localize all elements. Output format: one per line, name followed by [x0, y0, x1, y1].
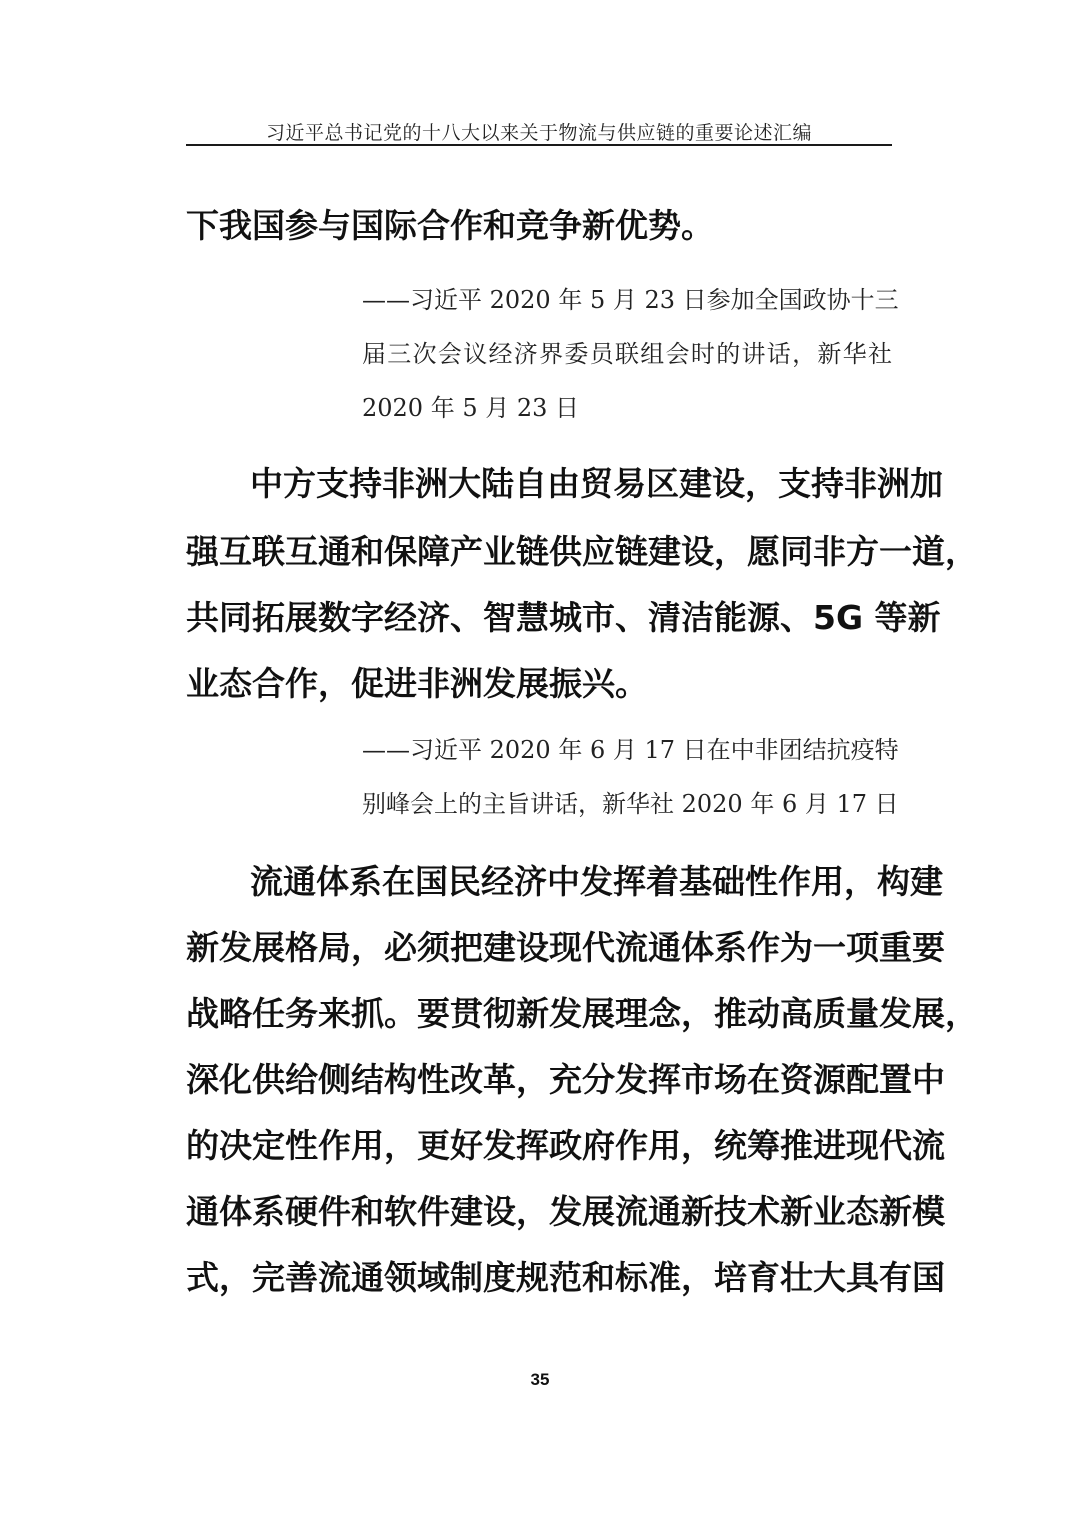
citation1-line-1: ——习近平 2020 年 5 月 23 日参加全国政协十三 — [362, 286, 899, 314]
quote3-line-6: 通体系硬件和软件建设，发展流通新技术新业态新模 — [186, 1192, 945, 1231]
citation2-line-1: ——习近平 2020 年 6 月 17 日在中非团结抗疫特 — [362, 736, 899, 764]
quote3-line-7: 式，完善流通领域制度规范和标准，培育壮大具有国 — [186, 1258, 945, 1297]
quote3-line-1: 流通体系在国民经济中发挥着基础性作用，构建 — [250, 862, 943, 901]
quote2-line-3: 共同拓展数字经济、智慧城市、清洁能源、5G 等新 — [186, 598, 941, 637]
citation1-line-2: 届三次会议经济界委员联组会时的讲话，新华社 — [362, 340, 892, 368]
quote3-line-2: 新发展格局，必须把建设现代流通体系作为一项重要 — [186, 928, 945, 967]
page-number: 35 — [530, 1370, 550, 1389]
quote3-line-3: 战略任务来抓。要贯彻新发展理念，推动高质量发展， — [186, 994, 978, 1033]
quote2-line-1: 中方支持非洲大陆自由贸易区建设，支持非洲加 — [250, 464, 943, 503]
citation1-line-3: 2020 年 5 月 23 日 — [362, 394, 580, 422]
header-rule — [186, 144, 892, 146]
quote1-line-1: 下我国参与国际合作和竞争新优势。 — [186, 206, 714, 245]
quote3-line-5: 的决定性作用，更好发挥政府作用，统筹推进现代流 — [186, 1126, 945, 1165]
quote2-line-4: 业态合作，促进非洲发展振兴。 — [186, 664, 648, 703]
quote2-line-2: 强互联互通和保障产业链供应链建设，愿同非方一道， — [186, 532, 978, 571]
quote3-line-4: 深化供给侧结构性改革，充分发挥市场在资源配置中 — [186, 1060, 945, 1099]
running-header: 习近平总书记党的十八大以来关于物流与供应链的重要论述汇编 — [265, 122, 812, 144]
citation2-line-2: 别峰会上的主旨讲话，新华社 2020 年 6 月 17 日 — [362, 790, 899, 818]
